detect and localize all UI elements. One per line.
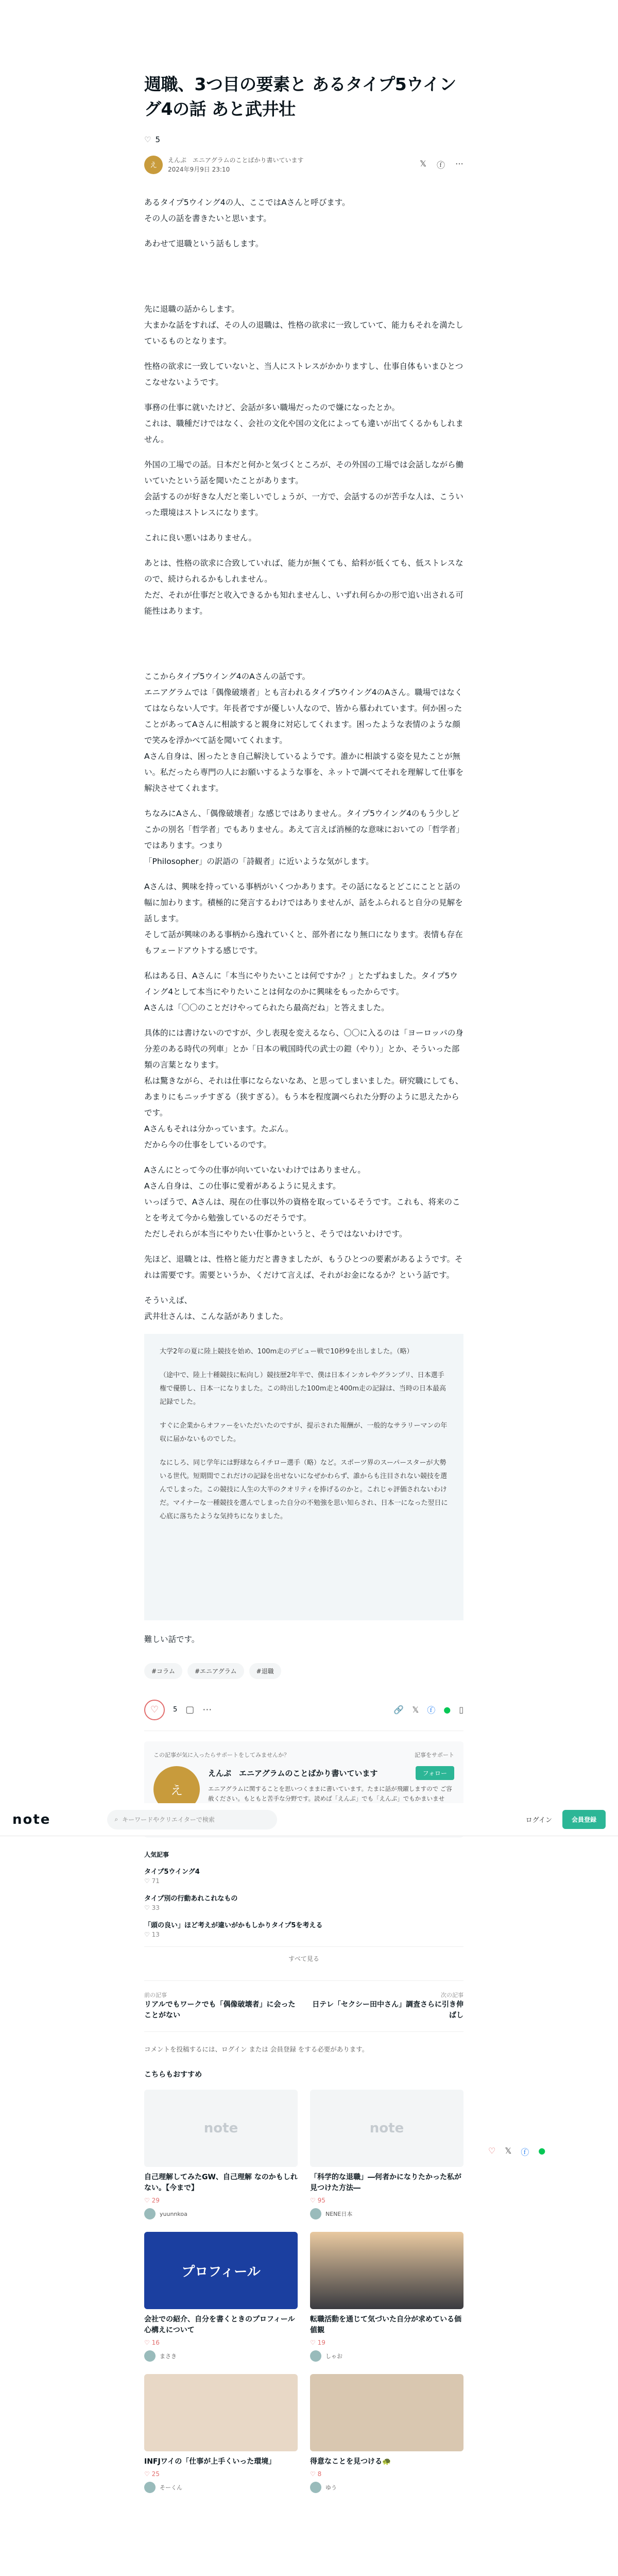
avatar bbox=[144, 2350, 156, 2362]
card-thumbnail: プロフィール bbox=[144, 2232, 298, 2309]
recommend-card[interactable]: note 「科学的な退職」―何者かになりたかった私が見つけた方法― ♡ 95 NENE日本 bbox=[310, 2090, 464, 2219]
popular-item[interactable]: タイプ5ウイング4 ♡ 71 bbox=[144, 1868, 200, 1885]
avatar bbox=[144, 2482, 156, 2493]
quote-paragraph: なにしろ、同じ学年には野球ならイチロー選手（略）など。スポーツ界のスーパースターが大勢いる世代。短期間でこれだけの記録を出せないになぜかわらず、誰からも注目されない競技を選んでしまった。この競技に人生の大半のクオリティを捧げるのかと。これじゃ評価されないわけだ。マイナーな一種競技を選んでしまった自分の不勉強を思い知らされ、日本一になった翌日に心底に落ちたような気持ちになりました。 bbox=[160, 1459, 448, 1520]
recommend-grid bbox=[144, 2090, 464, 2493]
recommend-card[interactable]: プロフィール 会社での紹介、自分を書くときのプロフィール 心構えについて ♡ 16 まさき bbox=[144, 2232, 298, 2362]
heart-icon: ♡ bbox=[144, 2470, 152, 2478]
paragraph: これに良い悪いはありません。 bbox=[144, 533, 256, 543]
heart-icon: ♡ bbox=[310, 2470, 318, 2478]
paragraph: あとは、性格の欲求に合致していれば、能力が無くても、給料が低くても、低ストレスなので、続けられるかもしれません。 ただ、それが仕事だと收入できるかも知れませんし、いずれ何らかの形で追い出される可能性はあります。 bbox=[144, 558, 464, 616]
paragraph-spacer bbox=[144, 261, 464, 292]
recommend-card[interactable]: 転職活動を通じて気づいた自分が求めている価値観 ♡ 19 しゃお bbox=[310, 2232, 464, 2362]
paragraph-spacer bbox=[144, 629, 464, 659]
facebook-share-icon[interactable]: ⓕ bbox=[436, 160, 445, 171]
quote-paragraph: すぐに企業からオファーをいただいたのですが、提示された報酬が、一般的なサラリーマンの年収に届かないものでした。 bbox=[160, 1421, 448, 1443]
avatar bbox=[310, 2482, 321, 2493]
tag-list bbox=[144, 1663, 464, 1679]
popular-item[interactable]: タイプ別の行動あれこれなもの ♡ 33 bbox=[144, 1894, 238, 1911]
recommend-card[interactable]: INFJワイの「仕事が上手くいった環境」 ♡ 25 そーくん bbox=[144, 2374, 298, 2493]
recommend-heading: こちらもおすすめ bbox=[144, 2071, 202, 2079]
recommend-card[interactable]: 得意なことを見つける🐢 ♡ 8 ゆう bbox=[310, 2374, 464, 2493]
prev-article[interactable]: 前の記事 リアルでもワークでも「偶像破壊者」に会ったことがない bbox=[144, 1991, 296, 2020]
card-thumbnail bbox=[144, 2374, 298, 2451]
paragraph: Aさんは、興味を持っている事柄がいくつかあります。その話になるとどこにことと話の幅に加わります。積極的に発言するわけではありませんが、話をふられると自分の見解を話します。 そして話が興味のある事柄から逸れていくと、部外者になり無口になります。表情も存在もフェードアウトする感じです。 bbox=[144, 882, 463, 955]
article bbox=[144, 0, 464, 2493]
login-link[interactable]: ログイン bbox=[525, 1817, 552, 1824]
paragraph: 具体的には書けないのですが、少し表現を変えるなら、〇〇に入るのは「ヨーロッパの身分差のある時代の列車」とか「日本の戦国時代の武士の鎧（やり）」とか、そういった部類の言葉となります。 私は驚きながら、それは仕事にならないなあ、と思ってしまいました。研究職にしても、あまりにもニッチすぎる（狭すぎる）。もう本を程度調べられた分野のように思えたからです。 Aさんもそれは分かっています。たぶん。 だから今の仕事をしているのです。 bbox=[144, 1028, 464, 1149]
author-card-name[interactable]: えんぷ エニアグラムのことばかり書いています bbox=[208, 1768, 378, 1778]
card-thumbnail bbox=[310, 2232, 464, 2309]
x-share-icon[interactable]: 𝕏 bbox=[420, 159, 426, 169]
paragraph: あるタイプ5ウイング4の人、ここではAさんと呼びます。 その人の話を書きたいと思います。 bbox=[144, 197, 350, 223]
support-button[interactable]: 記事をサポート bbox=[415, 1751, 454, 1758]
heart-icon: ♡ bbox=[310, 2339, 318, 2347]
article-nav bbox=[144, 1980, 464, 2032]
heart-icon: ♡ bbox=[144, 2339, 152, 2347]
search-icon: ⌕ bbox=[114, 1816, 118, 1823]
comment-note: コメントを投稿するには、ログイン または 会員登録 をする必要があります。 bbox=[144, 2045, 369, 2054]
paragraph: ここからタイプ5ウイング4のAさんの話です。 エニアグラムでは「偶像破壊者」とも言われるタイプ5ウイング4のAさん。職場ではなくてはならない人です。年長者ですが優しい人なので、皆から慕われています。何か困ったことがあってAさんに相談すると親身に対応してくれます。困ったような表情のような顔で笑みを浮かべて話を聞いてくれます。 Aさん自身は、困ったとき自己解決しているようです。誰かに相談する姿を見たことが無い。私だったら専門の人にお願いするような事を、ネットで調べてそれを理解して仕事を解決させてくれます。 bbox=[144, 671, 464, 793]
paragraph: 性格の欲求に一致していないと、当人にストレスがかかりますし、仕事自体もいまひとつこなせないようです。 bbox=[144, 361, 464, 387]
avatar bbox=[310, 2208, 321, 2219]
more-share-icon[interactable]: ⋯ bbox=[455, 159, 464, 169]
tag[interactable]: #退職 bbox=[249, 1663, 281, 1679]
paragraph: そういえば、 武井壮さんは、こんな話がありました。 bbox=[144, 1295, 288, 1321]
heart-icon: ♡ bbox=[144, 2197, 152, 2205]
heart-icon[interactable]: ♡ bbox=[488, 2146, 496, 2156]
avatar[interactable]: え bbox=[144, 156, 163, 174]
avatar bbox=[144, 2208, 156, 2219]
heart-icon: ♡ bbox=[144, 1877, 152, 1885]
card-thumbnail bbox=[310, 2374, 464, 2451]
paragraph: 外国の工場での話。日本だと何かと気づくところが、その外国の工場では会話しながら働いていたという話を聞いたことがあります。 会話するのが好きな人だと楽しいでしょうが、一方で、会話するのが苦手な人は、こういった環境はストレスになります。 bbox=[144, 460, 464, 517]
x-share-icon[interactable]: 𝕏 bbox=[412, 1705, 419, 1715]
avatar bbox=[310, 2350, 321, 2362]
popular-heading: 人気記事 bbox=[144, 1851, 169, 1858]
line-share-icon[interactable]: ● bbox=[538, 2146, 546, 2156]
article-body bbox=[144, 195, 464, 1648]
see-all-link[interactable]: すべて見る bbox=[144, 1946, 464, 1970]
heart-icon: ♡ bbox=[144, 134, 151, 144]
paragraph: 先に退職の話からします。 大まかな話をすれば、その人の退職は、性格の欲求に一致していて、能力もそれを満たしているものとなります。 bbox=[144, 304, 464, 346]
heart-icon: ♡ bbox=[144, 1930, 152, 1938]
paragraph: ちなみにAさん、「偶像破壊者」な感じではありません。タイプ5ウイング4のもう少しどこかの別名「哲学者」でもありません。あえて言えば消極的な意味においての「哲学者」ではあります。つまり 「Philosopher」の訳語の「詩観者」に近いような気がします。 bbox=[144, 808, 460, 866]
author-description: エニアグラムに関することを思いつくままに書いています。たまに話が飛躍しますので ご容赦ください。もともと苦手な分野です。読めば「えんぷ」でも「えんぷ」でもかまいませ bbox=[208, 1785, 452, 1803]
card-thumbnail: note bbox=[310, 2090, 464, 2167]
author-row bbox=[144, 156, 464, 174]
facebook-share-icon[interactable]: ⓕ bbox=[521, 2147, 529, 2157]
note-logo[interactable]: note bbox=[12, 1811, 51, 1827]
line-share-icon[interactable]: ● bbox=[443, 1705, 451, 1715]
like-count: 5 bbox=[173, 1706, 178, 1714]
like-count-top[interactable]: ♡ 5 bbox=[144, 134, 160, 144]
paragraph: 私はある日、Aさんに「本当にやりたいことは何ですか？」とたずねました。タイプ5ウイング4として本当にやりたいことは何なのかに興味をもったからです。 Aさんは「〇〇のことだけやってられたら最高だね」と答えました。 bbox=[144, 971, 458, 1012]
tag[interactable]: #エニアグラム bbox=[187, 1663, 244, 1679]
recommend-card[interactable]: note 自己理解してみたGW、自己理解 なのかもしれない。【今まで】 ♡ 29 yuunnkoa bbox=[144, 2090, 298, 2219]
facebook-share-icon[interactable]: ⓕ bbox=[427, 1705, 436, 1716]
post-date: 2024年9月9日 23:10 bbox=[168, 165, 230, 173]
link-icon[interactable]: 🔗 bbox=[393, 1705, 404, 1715]
closing-paragraph: 難しい話です。 bbox=[144, 1634, 200, 1644]
paragraph: あわせて退職という話もします。 bbox=[144, 239, 264, 248]
popular-item[interactable]: 「頭の良い」ほど考えが違いがかもしかりタイプ5を考える ♡ 13 bbox=[144, 1921, 323, 1938]
paragraph: 先ほど、退職とは、性格と能力だと書きましたが、もうひとつの要素があるようです。それは需要です。需要というか、くだけて言えば、それがお金になるか？という話です。 bbox=[144, 1254, 463, 1280]
heart-icon: ♡ bbox=[144, 1904, 152, 1911]
support-prompt: この記事が気に入ったらサポートをしてみませんか？ bbox=[153, 1751, 289, 1758]
bookmark-icon[interactable]: ▯ bbox=[459, 1705, 464, 1715]
card-thumbnail: note bbox=[144, 2090, 298, 2167]
paragraph: Aさんにとって今の仕事が向いていないわけではありません。 Aさん自身は、この仕事に愛着があるように見えます。 いっぽうで、Aさんは、現在の仕事以外の資格を取っているそうです。これも、将来のことを考えて今から勉強しているのだそうです。 ただしそれらが本当にやりたい仕事かというと、そうではないわけです。 bbox=[144, 1165, 460, 1239]
more-icon[interactable]: ⋯ bbox=[202, 1704, 212, 1716]
next-article[interactable]: 次の記事 日テレ「セクシー田中さん」調査さらに引き伸ばし bbox=[312, 1991, 464, 2020]
like-button[interactable]: ♡ bbox=[144, 1700, 165, 1720]
heart-icon: ♡ bbox=[310, 2197, 318, 2205]
tag[interactable]: #コラム bbox=[144, 1663, 182, 1679]
paragraph: 事務の仕事に就いたけど、会話が多い職場だったので嫌になったとか。 これは、職種だけではなく、会社の文化や国の文化によっても違いが出てくるかもしれません。 bbox=[144, 402, 464, 444]
action-bar bbox=[144, 1700, 464, 1731]
x-share-icon[interactable]: 𝕏 bbox=[505, 2146, 512, 2156]
sticky-header bbox=[0, 1803, 618, 1836]
floating-share-bar bbox=[488, 2146, 545, 2158]
popular-articles bbox=[144, 1850, 464, 1970]
quote-paragraph: 大学2年の夏に陸上競技を始め、100m走のデビュー戦で10秒9を出しました。（略） bbox=[160, 1347, 414, 1355]
author-avatar[interactable]: え bbox=[153, 1766, 200, 1812]
follow-button[interactable]: フォロー bbox=[416, 1766, 454, 1780]
author-name[interactable]: えんぷ エニアグラムのことばかり書いています bbox=[168, 156, 304, 164]
quote-paragraph: （途中で、陸上十種競技に転向し）競技歴2年半で、僕は日本インカレやグランプリ、日本選手権で優勝し、日本一になりました。この時出した100m走と400m走の記録は、当時の日本最高記録でした。 bbox=[160, 1371, 446, 1406]
search-input[interactable]: ⌕ キーワードやクリエイターで検索 bbox=[107, 1810, 277, 1829]
blockquote bbox=[144, 1334, 464, 1620]
signup-button[interactable]: 会員登録 bbox=[562, 1810, 606, 1829]
comment-icon[interactable]: ▢ bbox=[185, 1704, 195, 1716]
article-title: 週職、3つ目の要素と あるタイプ5ウイング4の話 あと武井壮 bbox=[144, 74, 456, 119]
